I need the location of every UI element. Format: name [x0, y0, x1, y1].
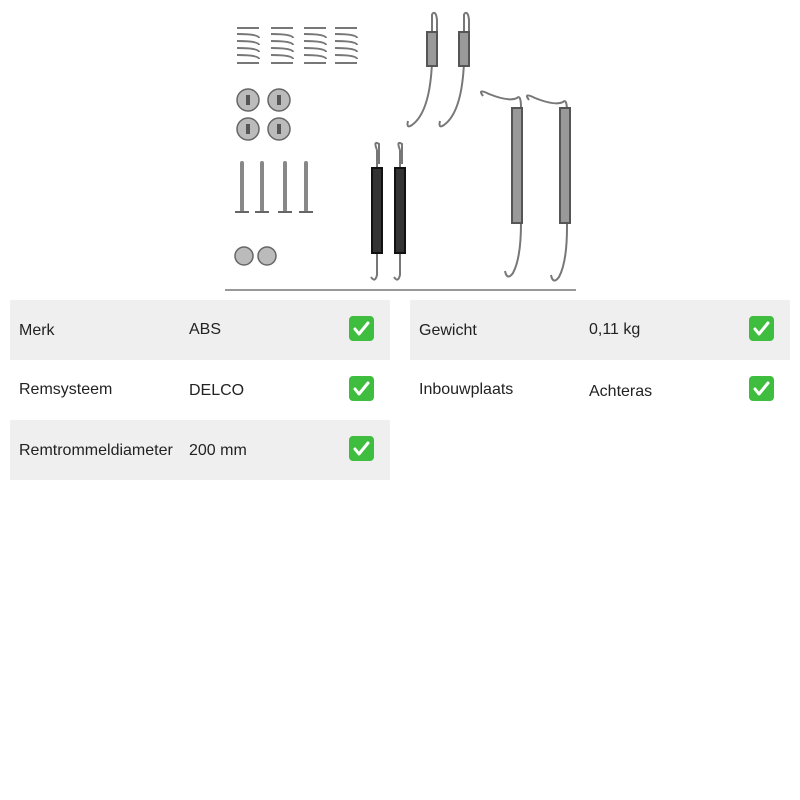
- spec-value: DELCO: [189, 382, 245, 399]
- spec-row-gewicht: [410, 300, 790, 360]
- spec-value: ABS: [189, 321, 222, 338]
- spec-value: 200 mm: [189, 442, 247, 459]
- spec-row-inbouwplaats: [410, 360, 790, 420]
- check-mark-icon: [749, 316, 774, 341]
- spec-value: 0,11 kg: [589, 321, 641, 338]
- product-image: [225, 0, 576, 291]
- check-mark-icon: [349, 376, 374, 401]
- spec-label: Merk: [19, 322, 55, 339]
- check-mark-icon: [349, 436, 374, 461]
- spec-row-remtrommeldiameter: [10, 420, 390, 480]
- spec-label: Remsysteem: [19, 381, 113, 398]
- spec-label: Inbouwplaats: [419, 381, 514, 398]
- spec-label: Remtrommeldiameter: [19, 442, 173, 459]
- check-mark-icon: [349, 316, 374, 341]
- spec-row-remsysteem: [10, 360, 390, 420]
- check-mark-icon: [749, 376, 774, 401]
- spec-row-merk: [10, 300, 390, 360]
- spec-label: Gewicht: [419, 322, 477, 339]
- spec-value: Achteras: [589, 383, 653, 400]
